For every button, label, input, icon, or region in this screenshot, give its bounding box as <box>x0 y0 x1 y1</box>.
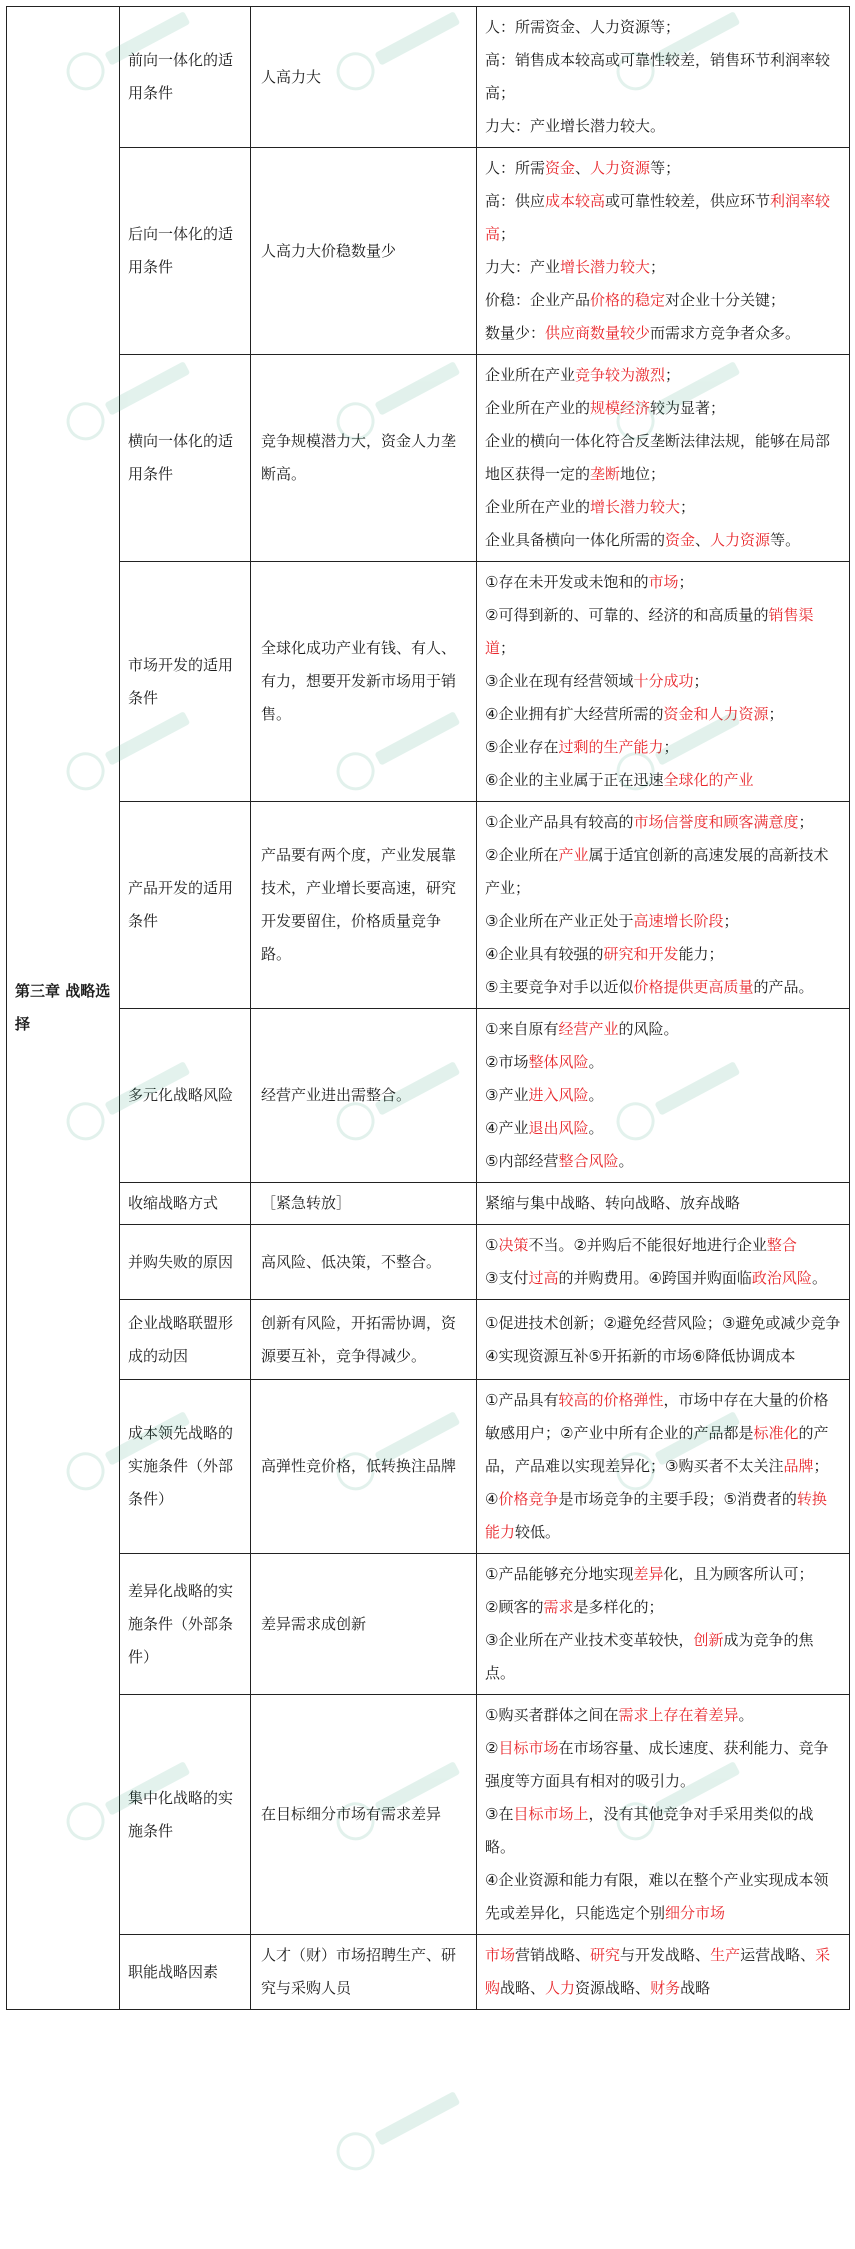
detail-line <box>485 152 841 185</box>
detail-text: ③在 <box>485 1805 514 1823</box>
detail-line <box>485 251 841 284</box>
topic-cell: 集中化战略的实施条件 <box>120 1695 251 1935</box>
detail-text: ④企业资源和能力有限，难以在整个产业实现成本领先或差异化，只能选定个别 <box>485 1871 829 1922</box>
detail-cell <box>477 1225 850 1300</box>
detail-text: 较为显著； <box>650 399 726 417</box>
highlight-text: 整合 <box>766 1236 797 1254</box>
highlight-text: 规模经济 <box>590 399 651 417</box>
highlight-text: 决策 <box>498 1236 529 1254</box>
highlight-text: 过高 <box>528 1269 559 1287</box>
highlight-text: 研究 <box>590 1946 621 1964</box>
detail-line <box>485 185 841 251</box>
detail-text: 。 <box>738 1706 754 1724</box>
detail-text: ； <box>500 225 516 243</box>
detail-text: ⑤主要竞争对手以近似 <box>485 978 634 996</box>
detail-text: ①企业产品具有较高的 <box>485 813 634 831</box>
detail-text: 资源战略、 <box>575 1979 651 1997</box>
detail-text: 价稳：企业产品 <box>485 291 591 309</box>
detail-text: 人：所需 <box>485 159 546 177</box>
detail-text: 紧缩与集中战略、转向战略、放弃战略 <box>485 1194 741 1212</box>
topic-cell: 成本领先战略的实施条件（外部条件） <box>120 1380 251 1554</box>
highlight-text: 采购 <box>485 1946 831 1997</box>
highlight-text: 资金 <box>545 159 576 177</box>
topic-cell: 横向一体化的适用条件 <box>120 355 251 562</box>
detail-text: 运营战略、 <box>740 1946 816 1964</box>
mnemonic-cell: 人高力大价稳数量少 <box>251 148 477 355</box>
mnemonic-cell: 人高力大 <box>251 7 477 148</box>
detail-text: 与开发战略、 <box>620 1946 711 1964</box>
detail-text: ⑥企业的主业属于正在迅速 <box>485 771 664 789</box>
highlight-text: 整体风险 <box>528 1053 589 1071</box>
detail-line <box>485 1145 841 1178</box>
mnemonic-cell: 差异需求成创新 <box>251 1554 477 1695</box>
highlight-text: 目标市场 <box>498 1739 559 1757</box>
highlight-text: 人力 <box>545 1979 576 1997</box>
mnemonic-cell: 经营产业进出需整合。 <box>251 1009 477 1183</box>
detail-line <box>485 566 841 599</box>
watermark-logo <box>327 2068 483 2183</box>
topic-cell: 差异化战略的实施条件（外部条件） <box>120 1554 251 1695</box>
detail-cell <box>477 148 850 355</box>
highlight-text: 品牌 <box>783 1457 814 1475</box>
detail-cell <box>477 355 850 562</box>
detail-text: ①购买者群体之间在 <box>485 1706 619 1724</box>
detail-text: ③企业在现有经营领域 <box>485 672 634 690</box>
detail-text: ，市场中存在大量的价格敏感用户；②产业中所有企业的产品都是 <box>485 1391 829 1442</box>
detail-line <box>485 1939 841 2005</box>
detail-line <box>485 1558 841 1591</box>
detail-text: ； <box>768 705 784 723</box>
highlight-text: 全球化的产业 <box>663 771 754 789</box>
detail-line <box>485 665 841 698</box>
detail-text: 力大：产业 <box>485 258 561 276</box>
detail-text: ⑤内部经营 <box>485 1152 559 1170</box>
topic-cell: 后向一体化的适用条件 <box>120 148 251 355</box>
detail-text: ④企业具有较强的 <box>485 945 604 963</box>
detail-text: 是市场竞争的主要手段；⑤消费者的 <box>558 1490 797 1508</box>
detail-text: ； <box>663 738 679 756</box>
topic-cell: 收缩战略方式 <box>120 1183 251 1225</box>
watermark-wordmark <box>374 2091 460 2146</box>
detail-line <box>485 524 841 557</box>
mnemonic-cell: 竞争规模潜力大，资金人力垄断高。 <box>251 355 477 562</box>
detail-text: 等。 <box>770 531 801 549</box>
detail-line <box>485 110 841 143</box>
detail-line <box>485 392 841 425</box>
highlight-text: 价格的稳定 <box>590 291 666 309</box>
detail-cell <box>477 562 850 802</box>
detail-line <box>485 1229 841 1262</box>
detail-text: ③产业 <box>485 1086 529 1104</box>
detail-text: 的产品，产品难以实现差异化；③购买者不太关注 <box>485 1424 829 1475</box>
highlight-text: 进入风险 <box>528 1086 589 1104</box>
highlight-text: 资金 <box>665 531 696 549</box>
detail-line <box>485 491 841 524</box>
detail-line <box>485 1187 841 1220</box>
detail-text: 企业所在产业的 <box>485 498 591 516</box>
detail-line <box>485 698 841 731</box>
highlight-text: 产业 <box>558 846 589 864</box>
detail-line <box>485 1732 841 1798</box>
detail-cell <box>477 1009 850 1183</box>
table-row <box>7 1183 850 1225</box>
detail-text: ； <box>500 639 516 657</box>
highlight-text: 市场 <box>485 1946 516 1964</box>
highlight-text: 标准化 <box>753 1424 799 1442</box>
mnemonic-cell: 全球化成功产业有钱、有人、有力，想要开发新市场用于销售。 <box>251 562 477 802</box>
detail-cell <box>477 1935 850 2010</box>
detail-text: 成为竞争的焦点。 <box>485 1631 814 1682</box>
detail-text: 。 <box>811 1269 827 1287</box>
detail-cell <box>477 802 850 1009</box>
detail-text: ； <box>723 912 739 930</box>
detail-text: ，没有其他竞争对手采用类似的战略。 <box>485 1805 814 1856</box>
detail-text: ① <box>485 1236 499 1254</box>
detail-text: 能力； <box>678 945 724 963</box>
detail-text: 在市场容量、成长速度、获利能力、竞争强度等方面具有相对的吸引力。 <box>485 1739 829 1790</box>
detail-cell <box>477 1300 850 1380</box>
detail-line <box>485 1262 841 1295</box>
highlight-text: 创新 <box>693 1631 724 1649</box>
detail-text: 、 <box>575 159 591 177</box>
highlight-text: 价格提供更高质量 <box>633 978 754 996</box>
mnemonic-cell: ［紧急转放］ <box>251 1183 477 1225</box>
detail-text: 战略、 <box>500 1979 546 1997</box>
detail-text: ①产品能够充分地实现 <box>485 1565 634 1583</box>
highlight-text: 增长潜力较大 <box>560 258 651 276</box>
table-row <box>7 7 850 148</box>
detail-text: 人：所需资金、人力资源等； <box>485 18 681 36</box>
detail-text: 、 <box>695 531 711 549</box>
detail-line <box>485 938 841 971</box>
detail-text: 对企业十分关键； <box>665 291 786 309</box>
detail-text: 。 <box>588 1053 604 1071</box>
detail-line <box>485 1112 841 1145</box>
highlight-text: 转换能力 <box>485 1490 827 1541</box>
detail-line <box>485 1013 841 1046</box>
detail-line <box>485 599 841 665</box>
table-row <box>7 1009 850 1183</box>
detail-text: ⑤企业存在 <box>485 738 559 756</box>
mnemonic-cell: 在目标细分市场有需求差异 <box>251 1695 477 1935</box>
detail-text: 战略 <box>680 1979 711 1997</box>
detail-line <box>485 806 841 839</box>
table-row <box>7 1935 850 2010</box>
highlight-text: 财务 <box>650 1979 681 1997</box>
detail-line <box>485 1046 841 1079</box>
detail-text: ； <box>798 813 814 831</box>
watermark-seal-icon <box>330 2126 381 2177</box>
detail-text: 的并购费用。④跨国并购面临 <box>558 1269 752 1287</box>
highlight-text: 成本较高 <box>545 192 606 210</box>
detail-line <box>485 1699 841 1732</box>
detail-line <box>485 317 841 350</box>
detail-text: 。 <box>618 1152 634 1170</box>
mnemonic-cell: 创新有风险，开拓需协调，资源要互补，竞争得减少。 <box>251 1300 477 1380</box>
detail-text: ①来自原有 <box>485 1020 559 1038</box>
detail-text: ③支付 <box>485 1269 529 1287</box>
detail-text: 数量少： <box>485 324 546 342</box>
detail-text: ； <box>678 573 694 591</box>
topic-cell: 多元化战略风险 <box>120 1009 251 1183</box>
highlight-text: 人力资源 <box>710 531 771 549</box>
topic-cell: 前向一体化的适用条件 <box>120 7 251 148</box>
detail-line <box>485 731 841 764</box>
detail-line <box>485 1591 841 1624</box>
table-row <box>7 1300 850 1380</box>
topic-cell: 企业战略联盟形成的动因 <box>120 1300 251 1380</box>
detail-text: 较低。 <box>515 1523 561 1541</box>
highlight-text: 经营产业 <box>558 1020 619 1038</box>
detail-line <box>485 971 841 1004</box>
strategy-table <box>6 6 850 2010</box>
detail-text: ；④ <box>485 1457 829 1508</box>
detail-text: 等； <box>650 159 681 177</box>
detail-text: ④产业 <box>485 1119 529 1137</box>
detail-line <box>485 44 841 110</box>
detail-text: 不当。②并购后不能很好地进行企业 <box>528 1236 767 1254</box>
highlight-text: 退出风险 <box>528 1119 589 1137</box>
detail-cell <box>477 7 850 148</box>
detail-text: 而需求方竞争者众多。 <box>650 324 801 342</box>
highlight-text: 研究和开发 <box>603 945 679 963</box>
highlight-text: 市场 <box>648 573 679 591</box>
table-row <box>7 1695 850 1935</box>
detail-text: 是多样化的； <box>573 1598 664 1616</box>
highlight-text: 利润率较高 <box>485 192 831 243</box>
detail-text: 地位； <box>620 465 666 483</box>
highlight-text: 人力资源 <box>590 159 651 177</box>
detail-text: ②顾客的 <box>485 1598 544 1616</box>
highlight-text: 价格竞争 <box>498 1490 559 1508</box>
detail-text: ②市场 <box>485 1053 529 1071</box>
mnemonic-cell: 高风险、低决策，不整合。 <box>251 1225 477 1300</box>
detail-cell <box>477 1695 850 1935</box>
highlight-text: 细分市场 <box>665 1904 726 1922</box>
highlight-text: 十分成功 <box>633 672 694 690</box>
detail-text: ； <box>665 366 681 384</box>
table-row <box>7 1225 850 1300</box>
topic-cell: 职能战略因素 <box>120 1935 251 2010</box>
detail-line <box>485 359 841 392</box>
highlight-text: 需求 <box>543 1598 574 1616</box>
detail-line <box>485 839 841 905</box>
table-row <box>7 802 850 1009</box>
highlight-text: 政治风险 <box>751 1269 812 1287</box>
detail-line <box>485 1798 841 1864</box>
detail-text: 企业具备横向一体化所需的 <box>485 531 666 549</box>
highlight-text: 目标市场上 <box>513 1805 589 1823</box>
detail-text: ； <box>680 498 696 516</box>
detail-line <box>485 1384 841 1549</box>
detail-line <box>485 1864 841 1930</box>
detail-text: ； <box>650 258 666 276</box>
highlight-text: 高速增长阶段 <box>633 912 724 930</box>
highlight-text: 垄断 <box>590 465 621 483</box>
highlight-text: 整合风险 <box>558 1152 619 1170</box>
detail-line <box>485 1079 841 1112</box>
detail-text: 化，且为顾客所认可； <box>663 1565 814 1583</box>
table-row <box>7 562 850 802</box>
detail-text: 。 <box>588 1086 604 1104</box>
highlight-text: 较高的价格弹性 <box>558 1391 664 1409</box>
highlight-text: 竞争较为激烈 <box>575 366 666 384</box>
detail-text: ③企业所在产业技术变革较快， <box>485 1631 694 1649</box>
table-row <box>7 1554 850 1695</box>
table-row <box>7 1380 850 1554</box>
detail-text: 的产品。 <box>753 978 814 996</box>
detail-line <box>485 11 841 44</box>
highlight-text: 需求上存在着差异 <box>618 1706 739 1724</box>
highlight-text: 供应商数量较少 <box>545 324 651 342</box>
detail-text: 企业所在产业的 <box>485 399 591 417</box>
highlight-text: 销售渠道 <box>485 606 814 657</box>
detail-text: ④企业拥有扩大经营所需的 <box>485 705 664 723</box>
chapter-cell: 第三章 战略选择 <box>7 7 120 2010</box>
detail-text: ③企业所在产业正处于 <box>485 912 634 930</box>
detail-line <box>485 425 841 491</box>
topic-cell: 产品开发的适用条件 <box>120 802 251 1009</box>
topic-cell: 并购失败的原因 <box>120 1225 251 1300</box>
topic-cell: 市场开发的适用条件 <box>120 562 251 802</box>
detail-line <box>485 905 841 938</box>
detail-line <box>485 284 841 317</box>
detail-text: ②可得到新的、可靠的、经济的和高质量的 <box>485 606 769 624</box>
mnemonic-cell: 人才（财）市场招聘生产、研究与采购人员 <box>251 1935 477 2010</box>
detail-cell <box>477 1554 850 1695</box>
mnemonic-cell: 产品要有两个度，产业发展靠技术，产业增长要高速，研究开发要留住，价格质量竞争路。 <box>251 802 477 1009</box>
detail-text: ①促进技术创新；②避免经营风险；③避免或减少竞争④实现资源互补⑤开拓新的市场⑥降低协调成本 <box>485 1313 841 1365</box>
detail-text: 力大：产业增长潜力较大。 <box>485 117 666 135</box>
detail-line <box>485 1307 841 1373</box>
highlight-text: 增长潜力较大 <box>590 498 681 516</box>
detail-line <box>485 764 841 797</box>
highlight-text: 差异 <box>633 1565 664 1583</box>
detail-text: ①产品具有 <box>485 1391 559 1409</box>
detail-text: 的风险。 <box>618 1020 679 1038</box>
highlight-text: 资金和人力资源 <box>663 705 769 723</box>
highlight-text: 过剩的生产能力 <box>558 738 664 756</box>
highlight-text: 市场信誉度和顾客满意度 <box>633 813 799 831</box>
detail-text: 高：销售成本较高或可靠性较差，销售环节利润率较高； <box>485 51 831 102</box>
detail-text: 。 <box>588 1119 604 1137</box>
detail-text: 属于适宜创新的高速发展的高新技术产业； <box>485 846 829 897</box>
mnemonic-cell: 高弹性竞价格，低转换注品牌 <box>251 1380 477 1554</box>
detail-text: 企业的横向一体化符合反垄断法律法规，能够在局部地区获得一定的 <box>485 432 831 483</box>
detail-text: 或可靠性较差，供应环节 <box>605 192 771 210</box>
detail-text: ； <box>693 672 709 690</box>
detail-cell <box>477 1183 850 1225</box>
highlight-text: 生产 <box>710 1946 741 1964</box>
detail-text: 企业所在产业 <box>485 366 576 384</box>
table-row <box>7 355 850 562</box>
detail-line <box>485 1624 841 1690</box>
detail-text: ② <box>485 1739 499 1757</box>
detail-text: ②企业所在 <box>485 846 559 864</box>
table-row <box>7 148 850 355</box>
detail-text: ①存在未开发或未饱和的 <box>485 573 649 591</box>
detail-cell <box>477 1380 850 1554</box>
detail-text: 高：供应 <box>485 192 546 210</box>
detail-text: 营销战略、 <box>515 1946 591 1964</box>
